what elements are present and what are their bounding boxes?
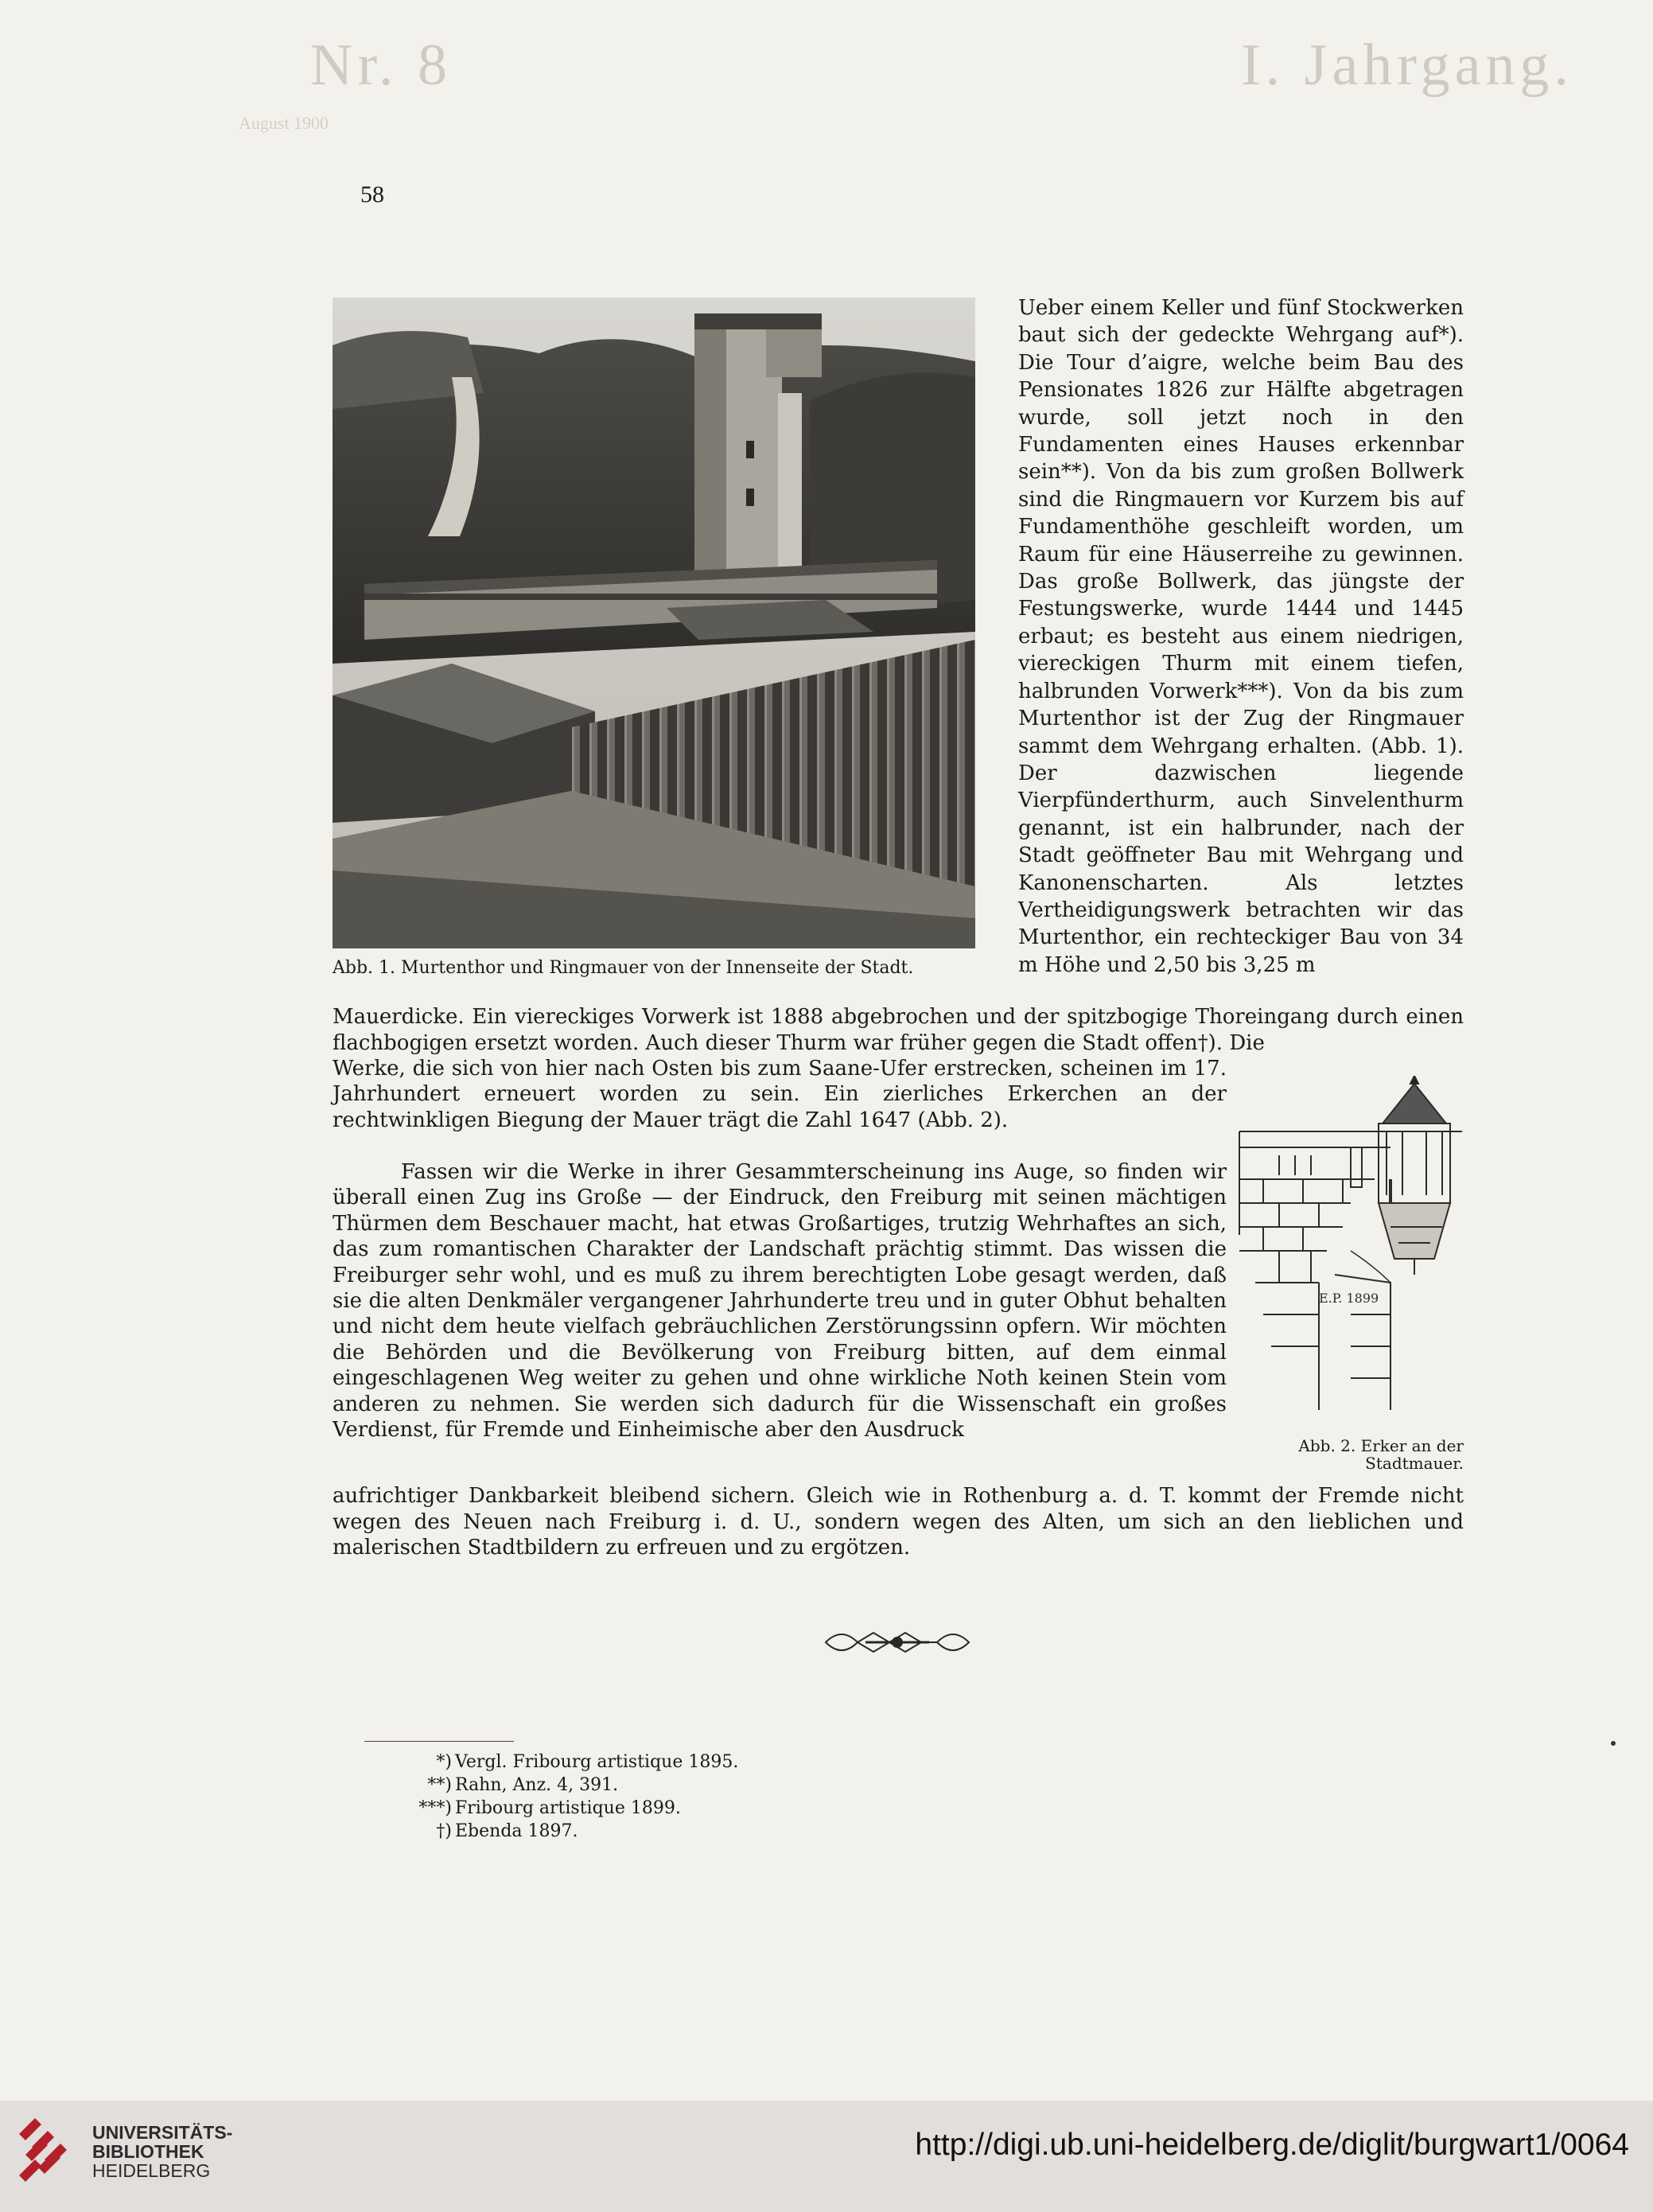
figure-2-caption: Abb. 2. Erker an der Stadtmauer. bbox=[1298, 1436, 1464, 1473]
text-tail bbox=[333, 1483, 1464, 1561]
paragraph: Fassen wir die Werke in ihrer Gesammterscheinung ins Auge, so finden wir überall einen Zug ins Große — der Eindruck, den Freiburg mit seinen mächtigen Thürmen dem Beschauer macht, hat etwas Großartiges, trutzig Wehrhaftes an sich, das zum romantischen Charakter der Landschaft prächtig stimmt. Das wissen die Freiburger sehr wohl, und es muß zu ihrem berechtigten Lobe gesagt werden, daß sie die alten Denkmäler vergangener Jahrhunderte treu und in guter Obhut behalten und nicht dem heute vielfach gebräuchlichen Zerstörungssinn opfern. Wir möchten die Behörden und die Bevölkerung von Freiburg bitten, auf dem einmal eingeschlagenen Weg weiter zu gehen und ohne wirkliche Noth keinen Stein vom anderen zu nehmen. Sie werden sich dadurch für die Wissenschaft ein großes Verdienst, für Fremde und Einheimische aber den Ausdruck bbox=[333, 1160, 1227, 1443]
permalink-url[interactable]: http://digi.ub.uni-heidelberg.de/diglit/burgwart1/0064 bbox=[915, 2128, 1629, 2162]
bleed-through-date: August 1900 bbox=[239, 113, 329, 133]
figure-1-caption: Abb. 1. Murtenthor und Ringmauer von der Innenseite der Stadt. bbox=[333, 958, 914, 978]
footnote: *) Vergl. Fribourg artistique 1895. bbox=[436, 1752, 739, 1772]
footnote: ***) Fribourg artistique 1899. bbox=[418, 1798, 681, 1818]
text-right-column bbox=[1018, 294, 1464, 979]
footnote: †) Ebenda 1897. bbox=[436, 1821, 578, 1841]
library-logo-icon bbox=[14, 2110, 76, 2206]
figure-murtenthor-photo bbox=[333, 298, 975, 948]
footnote-rule bbox=[364, 1741, 514, 1742]
footnote: **) Rahn, Anz. 4, 391. bbox=[427, 1775, 619, 1795]
paragraph: aufrichtiger Dankbarkeit bleibend sichern. Gleich wie in Rothenburg a. d. T. kommt der Fremde nicht wegen des Neuen nach Freiburg i. d. U., sondern wegen des Alten, um sich an den lieblichen und malerischen Stadtbildern zu erfreuen und zu ergötzen. bbox=[333, 1484, 1464, 1560]
bleed-through-title: I. Jahrgang. bbox=[1241, 33, 1573, 98]
figure-erker-drawing bbox=[1231, 1076, 1470, 1418]
text-narrow-column-2 bbox=[333, 1159, 1227, 1443]
paragraph: Werke, die sich von hier nach Osten bis zum Saane-Ufer erstrecken, scheinen im 17. Jahrhundert erneuert worden zu sein. Ein zierliches Erkerchen an der rechtwinkligen Biegung der Mauer trägt die Zahl 1647 (Abb. 2). bbox=[333, 1057, 1227, 1132]
institution-name: UNIVERSITÄTS- BIBLIOTHEK HEIDELBERG bbox=[92, 2122, 233, 2181]
drawing-signature: E.P. 1899 bbox=[1319, 1291, 1379, 1306]
text-full-width bbox=[333, 1004, 1464, 1056]
text-narrow-column-1 bbox=[333, 1056, 1227, 1133]
library-footer bbox=[0, 2101, 1653, 2212]
decorative-ornament bbox=[818, 1626, 977, 1658]
margin-mark bbox=[1611, 1741, 1616, 1746]
bleed-through-number: Nr. 8 bbox=[310, 33, 452, 98]
footnotes bbox=[374, 1751, 738, 1843]
paragraph: Mauerdicke. Ein viereckiges Vorwerk ist 1888 abgebrochen und der spitzbogige Thoreingang durch einen flachbogigen ersetzt worden. Auch dieser Thurm war früher gegen die Stadt offen†). Die bbox=[333, 1005, 1464, 1055]
page-number: 58 bbox=[360, 181, 384, 208]
paragraph: Ueber einem Keller und fünf Stockwerken baut sich der gedeckte Wehrgang auf*). Die Tour d’aigre, welche beim Bau des Pensionates 1826 zur Hälfte abgetragen wurde, soll jetzt noch in den Fundamenten eines Hauses erkennbar sein**). Von da bis zum großen Bollwerk sind die Ringmauern vor Kurzem bis auf Fundamenthöhe geschleift worden, um Raum für eine Häuserreihe zu gewinnen. Das große Bollwerk, das jüngste der Festungswerke, wurde 1444 und 1445 erbaut; es besteht aus einem niedrigen, viereckigen Thurm mit einem tiefen, halbrunden Vorwerk***). Von da bis zum Murtenthor ist der Zug der Ringmauer sammt dem Wehrgang erhalten. (Abb. 1). Der dazwischen liegende Vierpfünderthurm, auch Sinvelenthurm genannt, ist ein halbrunder, nach der Stadt geöffneter Bau mit Wehrgang und Kanonenscharten. Als letztes Vertheidigungswerk betrachten wir das Murtenthor, ein rechteckiger Bau von 34 m Höhe und 2,50 bis 3,25 m bbox=[1018, 296, 1464, 977]
